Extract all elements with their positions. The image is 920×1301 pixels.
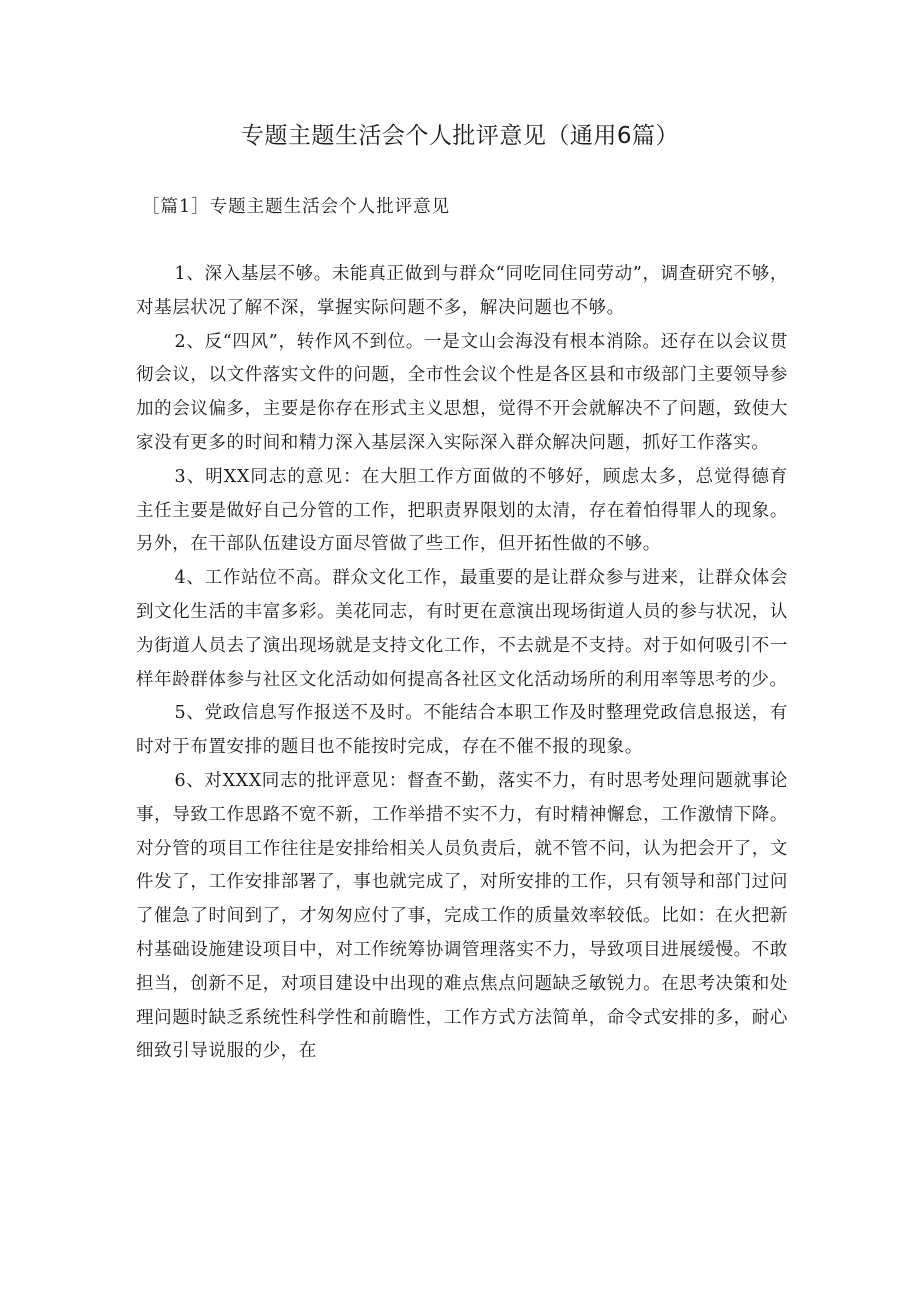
section-heading: ［篇1］专题主题生活会个人批评意见: [142, 197, 451, 217]
paragraph-4: 4、工作站位不高。群众文化工作，最重要的是让群众参与进来，让群众体会到文化生活的丰富多彩。美花同志，有时更在意演出现场街道人员的参与状况，认为街道人员去了演出现场就是支持文化工作，不去就是不支持。对于如何吸引不一样年龄群体参与社区文化活动如何提高各社区文化活动场所的利用率等思考的少。: [136, 568, 788, 690]
paragraph-6: 6、对XXX同志的批评意见：督查不勤，落实不力，有时思考处理问题就事论事，导致工作思路不宽不新，工作举措不实不力，有时精神懈怠，工作激情下降。对分管的项目工作往往是安排给相关人员负责后，就不管不问，认为把会开了，文件发了，工作安排部署了，事也就完成了，对所安排的工作，只有领导和部门过问了催急了时间到了，才匆匆应付了事，完成工作的质量效率较低。比如：在火把新村基础设施建设项目中，对工作统筹协调管理落实不力，导致项目进展缓慢。不敢担当，创新不足，对项目建设中出现的难点焦点问题缺乏敏锐力。在思考决策和处理问题时缺乏系统性科学性和前瞻性，工作方式方法简单，命令式安排的多，耐心细致引导说服的少，在: [136, 770, 788, 1062]
document-title: 专题主题生活会个人批评意见（通用6篇）: [240, 123, 680, 149]
paragraph-1: 1、深入基层不够。未能真正做到与群众“同吃同住同劳动”，调查研究不够，对基层状况了解不深，掌握实际问题不多，解决问题也不够。: [136, 264, 788, 318]
document-body: [136, 258, 788, 1069]
paragraph-3: 3、明XX同志的意见：在大胆工作方面做的不够好，顾虑太多，总觉得德育主任主要是做好自己分管的工作，把职责界限划的太清，存在着怕得罪人的现象。另外，在干部队伍建设方面尽管做了些工作，但开拓性做的不够。: [136, 466, 788, 555]
paragraph-5: 5、党政信息写作报送不及时。不能结合本职工作及时整理党政信息报送，有时对于布置安排的题目也不能按时完成，存在不催不报的现象。: [136, 703, 788, 758]
paragraph-2: 2、反“四风”，转作风不到位。一是文山会海没有根本消除。还存在以会议贯彻会议，以文件落实文件的问题，全市性会议个性是各区县和市级部门主要领导参加的会议偏多，主要是你存在形式主义思想，觉得不开会就解决不了问题，致使大家没有更多的时间和精力深入基层深入实际深入群众解决问题，抓好工作落实。: [136, 331, 788, 453]
